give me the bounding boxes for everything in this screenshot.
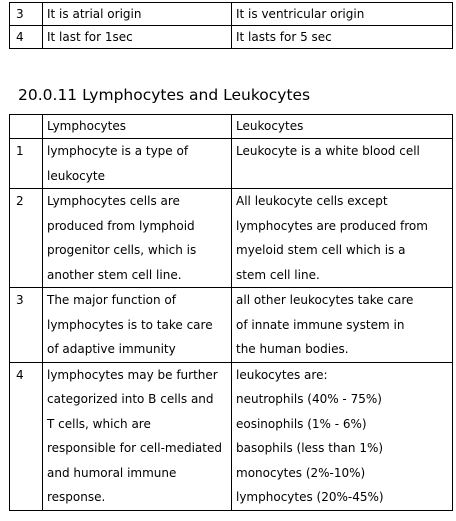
cell-line: the human bodies.	[236, 342, 349, 356]
cell-line: of adaptive immunity	[47, 342, 176, 356]
row-number: 2	[10, 189, 43, 288]
cell-line: leukocyte	[47, 168, 105, 183]
cell-line: another stem cell line.	[47, 267, 182, 282]
cell-line: Lymphocytes cells are	[47, 194, 180, 208]
table-header-row	[10, 115, 453, 139]
table-cell: It lasts for 5 sec	[232, 26, 453, 49]
table-cell	[232, 288, 453, 363]
cell-line: monocytes (2%-10%)	[236, 465, 366, 480]
lymphocytes-leukocytes-table	[9, 114, 453, 511]
cell-line: categorized into B cells and	[47, 392, 214, 406]
cell-line: lymphocyte is a type of	[47, 144, 189, 158]
cell-line: lymphocytes may be further	[47, 367, 218, 382]
comparison-table-top	[9, 2, 453, 49]
table-row	[10, 3, 453, 26]
table-row	[10, 189, 453, 288]
table-row	[10, 26, 453, 49]
cell-line: basophils (less than 1%)	[236, 441, 384, 455]
row-number: 3	[10, 288, 43, 363]
row-number: 3	[10, 3, 43, 26]
table-row	[10, 139, 453, 189]
cell-line: Leukocyte is a white blood cell	[236, 144, 420, 158]
table-row	[10, 362, 453, 510]
row-number: 1	[10, 139, 43, 189]
cell-line: neutrophils (40% - 75%)	[236, 392, 382, 406]
table-cell	[43, 139, 232, 189]
table-cell	[43, 362, 232, 510]
cell-line: stem cell line.	[236, 267, 320, 282]
header-number	[10, 115, 43, 139]
cell-line: produced from lymphoid	[47, 218, 195, 233]
section-heading: 20.0.11 Lymphocytes and Leukocytes	[18, 86, 311, 104]
table-cell	[232, 139, 453, 189]
table-row	[10, 288, 453, 363]
row-number: 4	[10, 362, 43, 510]
cell-line: responsible for cell-mediated	[47, 441, 222, 455]
cell-line: all other leukocytes take care	[236, 293, 414, 307]
table-cell	[232, 362, 453, 510]
cell-line: myeloid stem cell which is a	[236, 243, 406, 257]
header-lymphocytes: Lymphocytes	[43, 115, 232, 139]
cell-line: and humoral immune	[47, 465, 177, 480]
cell-line: T cells, which are	[47, 416, 151, 431]
cell-line: lymphocytes (20%-45%)	[236, 490, 384, 504]
table-cell: It is atrial origin	[43, 3, 232, 26]
table-cell	[43, 189, 232, 288]
row-number: 4	[10, 26, 43, 49]
cell-line: response.	[47, 490, 106, 504]
cell-line: leukocytes are:	[236, 367, 328, 382]
cell-line: of innate immune system in	[236, 317, 405, 332]
cell-line: eosinophils (1% - 6%)	[236, 416, 367, 431]
cell-line: lymphocytes are produced from	[236, 218, 428, 233]
table-cell: It last for 1sec	[43, 26, 232, 49]
table-cell: It is ventricular origin	[232, 3, 453, 26]
cell-line: The major function of	[47, 293, 176, 307]
cell-line: lymphocytes is to take care	[47, 317, 213, 332]
cell-line: progenitor cells, which is	[47, 243, 197, 257]
table-cell	[43, 288, 232, 363]
table-cell	[232, 189, 453, 288]
cell-line: All leukocyte cells except	[236, 194, 388, 208]
header-leukocytes: Leukocytes	[232, 115, 453, 139]
